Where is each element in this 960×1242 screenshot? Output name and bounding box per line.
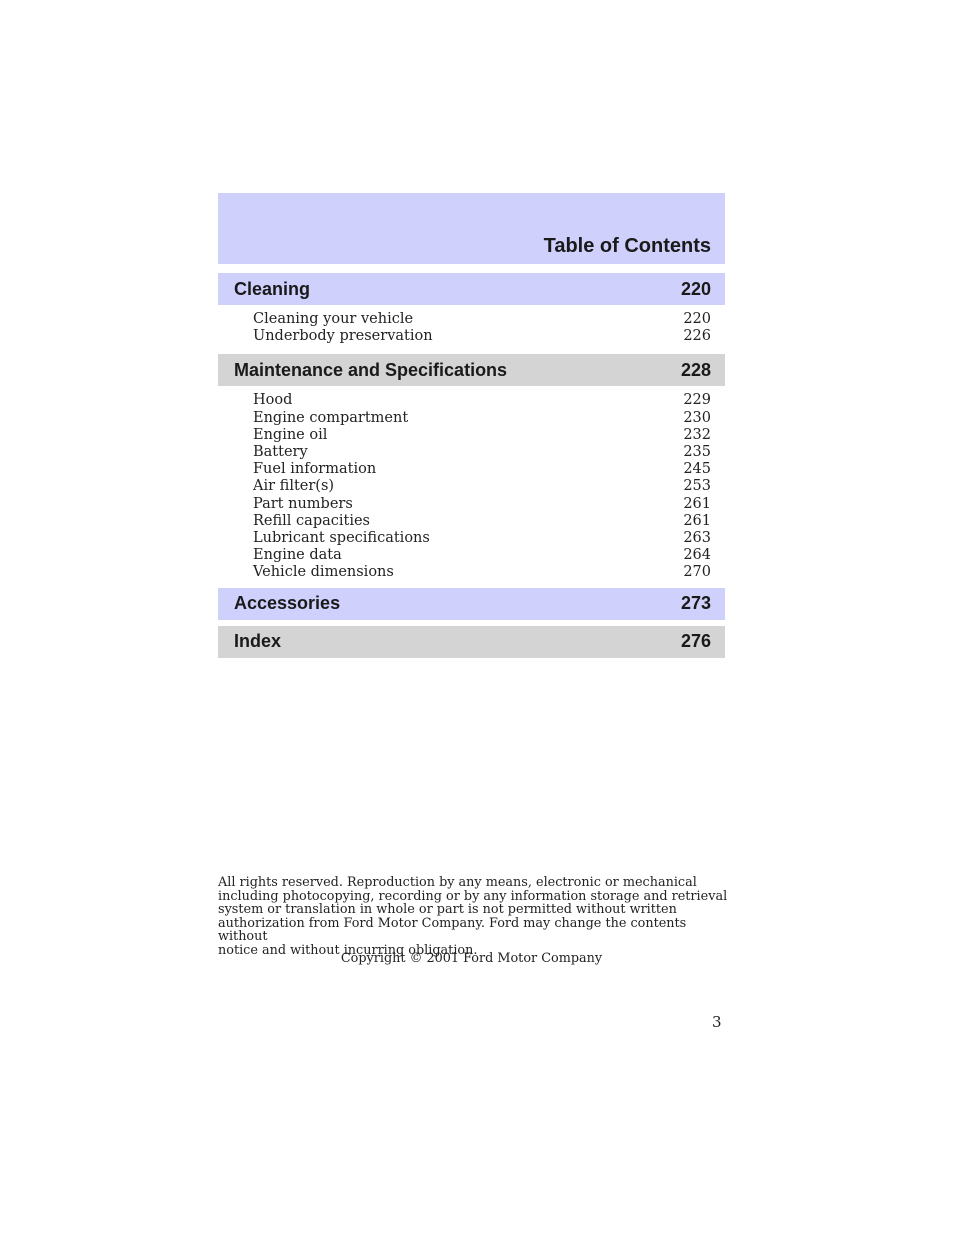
- section-title: Accessories: [234, 593, 341, 614]
- legal-notice: All rights reserved. Reproduction by any means, electronic or mechanical including photocopying, recording or by any information storage and retrieval system or translation in whole or part is not permitted without written authorization from Ford Motor Company. Ford may change the contents without notice and without incurring obligation.: [218, 875, 728, 958]
- toc-page: [218, 193, 725, 658]
- toc-item[interactable]: Lubricant specifications 263: [253, 530, 711, 547]
- toc-item[interactable]: Engine oil 232: [253, 426, 711, 443]
- section-page: 220: [680, 278, 711, 299]
- page-title: Table of Contents: [543, 235, 711, 257]
- toc-item[interactable]: Refill capacities 261: [253, 512, 711, 529]
- header-band: [218, 193, 725, 264]
- section-title: Index: [234, 631, 282, 652]
- section-page: 228: [680, 359, 711, 380]
- section-maintenance[interactable]: [218, 354, 725, 386]
- section-items-maintenance: [218, 386, 725, 587]
- section-index[interactable]: [218, 626, 725, 658]
- toc-item[interactable]: Fuel information 245: [253, 461, 711, 478]
- section-title: Cleaning: [234, 278, 311, 299]
- page-number: 3: [712, 1013, 722, 1031]
- toc-item[interactable]: Air filter(s) 253: [253, 478, 711, 495]
- toc-item[interactable]: Battery 235: [253, 444, 711, 461]
- toc-item[interactable]: Engine data 264: [253, 547, 711, 564]
- section-cleaning[interactable]: [218, 273, 725, 305]
- toc-item[interactable]: Part numbers 261: [253, 495, 711, 512]
- section-title: Maintenance and Specifications: [234, 359, 508, 380]
- section-items-cleaning: [218, 305, 725, 352]
- toc-item[interactable]: Engine compartment 230: [253, 409, 711, 426]
- section-accessories[interactable]: [218, 588, 725, 620]
- toc-item[interactable]: Cleaning your vehicle 220: [253, 311, 711, 327]
- copyright-line: Copyright © 2001 Ford Motor Company: [340, 951, 603, 966]
- toc-item[interactable]: Vehicle dimensions 270: [253, 564, 711, 581]
- section-page: 273: [680, 593, 711, 614]
- section-page: 276: [680, 631, 711, 652]
- toc-item[interactable]: Hood 229: [253, 392, 711, 409]
- toc-item[interactable]: Underbody preservation 226: [253, 328, 711, 345]
